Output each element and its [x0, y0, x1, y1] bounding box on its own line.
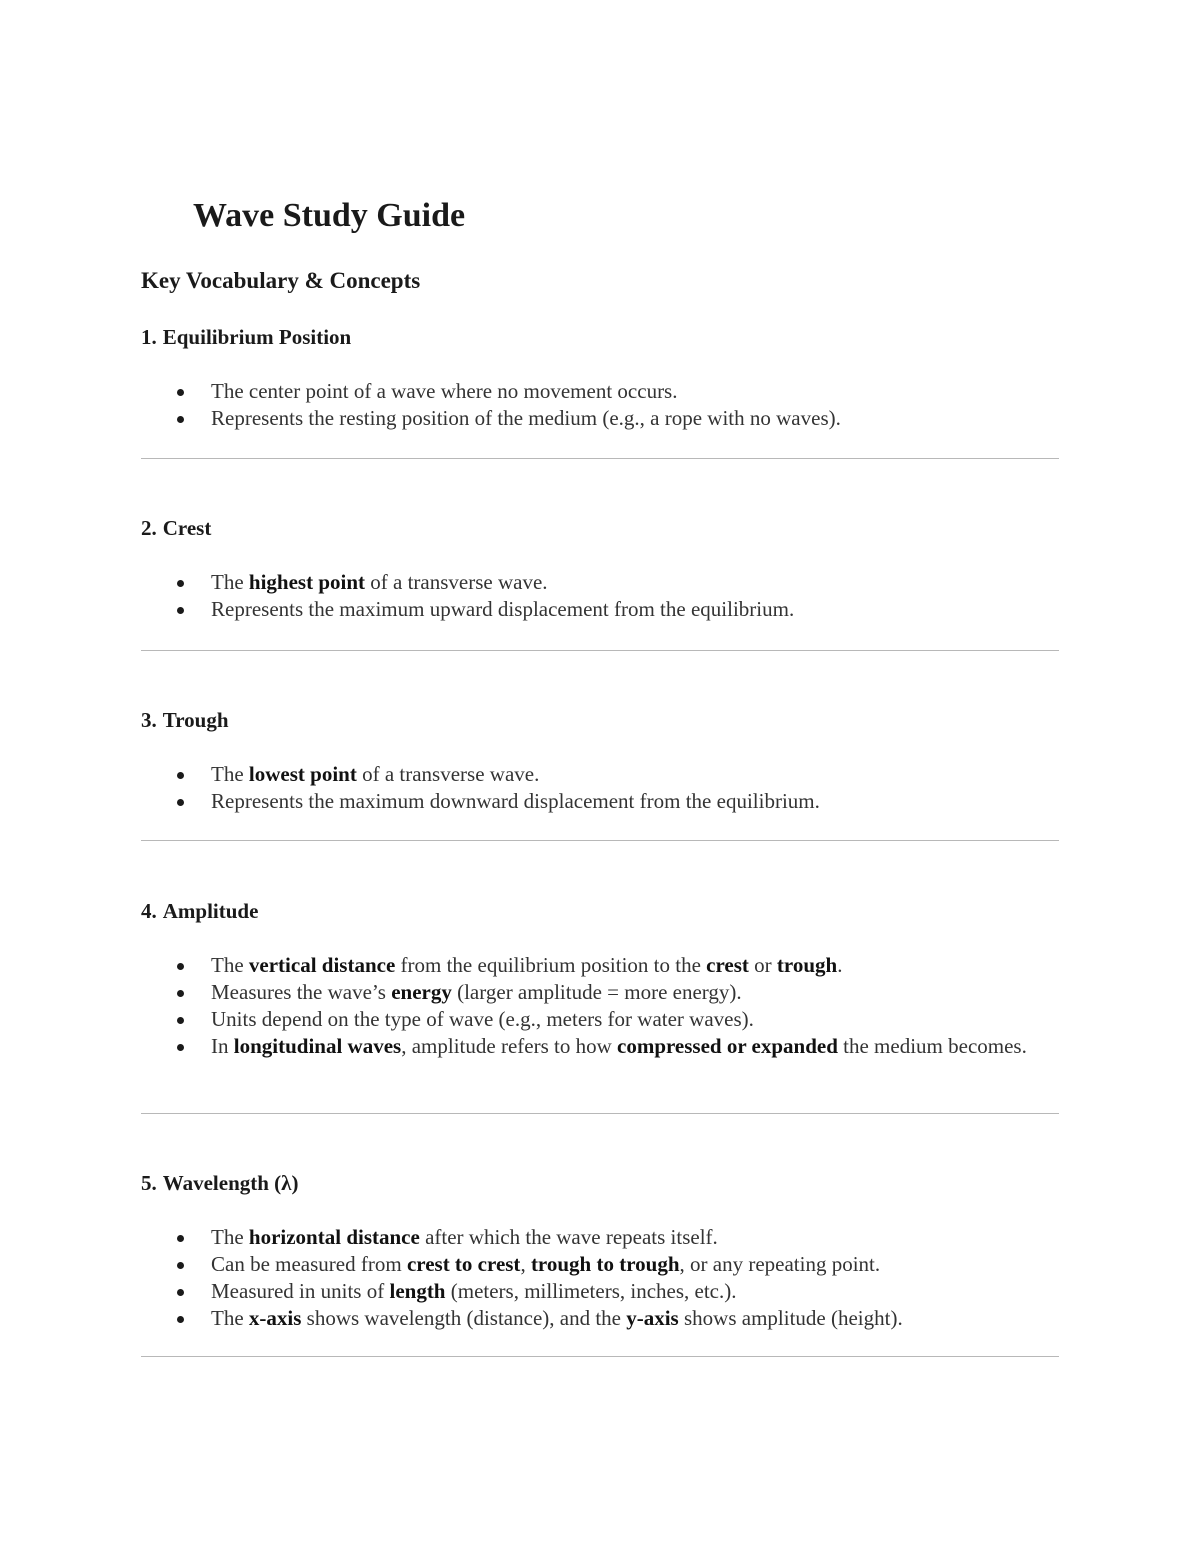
- term-number: 1.: [141, 325, 157, 349]
- bold-term: trough to trough: [530, 1252, 680, 1276]
- bullet-dot-icon: [177, 772, 184, 779]
- bullet-text: The: [211, 953, 249, 977]
- term-trough: [141, 705, 1059, 815]
- divider-line: [141, 1356, 1059, 1357]
- bullet-item: [141, 569, 1059, 596]
- bullet-text: of a transverse wave.: [365, 570, 548, 594]
- bullet-item: [141, 1224, 1059, 1251]
- bullet-text: Represents the maximum downward displacement from the equilibrium.: [211, 789, 820, 813]
- bullet-text: In: [211, 1034, 234, 1058]
- bullet-dot-icon: [177, 1262, 184, 1269]
- bullet-text: the medium becomes.: [837, 1034, 1027, 1058]
- bullet-dot-icon: [177, 799, 184, 806]
- bullet-list: [141, 569, 1059, 623]
- bullet-dot-icon: [177, 963, 184, 970]
- term-name: Trough: [162, 708, 229, 732]
- bold-term: energy: [391, 980, 452, 1004]
- bold-term: highest point: [248, 570, 366, 594]
- divider-line: [141, 840, 1059, 841]
- bullet-dot-icon: [177, 990, 184, 997]
- bullet-text: Measures the wave’s: [211, 980, 392, 1004]
- bullet-item: [141, 788, 1059, 815]
- bullet-item: [141, 405, 1059, 432]
- bullet-item: [141, 596, 1059, 623]
- bullet-text: The: [211, 570, 249, 594]
- bullet-list: [141, 761, 1059, 815]
- bold-term: vertical distance: [248, 953, 396, 977]
- bold-term: lowest point: [248, 762, 357, 786]
- bullet-item: [141, 1278, 1059, 1305]
- bold-term: trough: [776, 953, 838, 977]
- bullet-text: Represents the maximum upward displacement from the equilibrium.: [211, 597, 795, 621]
- bullet-text: , or any repeating point.: [679, 1252, 881, 1276]
- bold-term: horizontal distance: [248, 1225, 420, 1249]
- term-heading: [141, 322, 1059, 352]
- document-title: Wave Study Guide: [193, 197, 466, 234]
- bullet-dot-icon: [177, 1017, 184, 1024]
- bullet-dot-icon: [177, 1289, 184, 1296]
- bullet-text: The: [211, 1306, 249, 1330]
- term-heading: [141, 705, 1059, 735]
- bold-term: x-axis: [248, 1306, 302, 1330]
- term-name: Wavelength (λ): [162, 1171, 299, 1195]
- term-number: 4.: [141, 899, 157, 923]
- bold-term: longitudinal waves: [233, 1034, 402, 1058]
- term-heading: [141, 896, 1059, 926]
- bullet-dot-icon: [177, 607, 184, 614]
- bold-term: crest to crest: [406, 1252, 521, 1276]
- bullet-item: [141, 761, 1059, 788]
- divider-line: [141, 1113, 1059, 1114]
- bullet-dot-icon: [177, 416, 184, 423]
- bullet-text: from the equilibrium position to the: [395, 953, 707, 977]
- bullet-dot-icon: [177, 580, 184, 587]
- bullet-text: shows amplitude (height).: [678, 1306, 903, 1330]
- bullet-text: .: [837, 953, 843, 977]
- bullet-dot-icon: [177, 389, 184, 396]
- bullet-text: shows wavelength (distance), and the: [301, 1306, 627, 1330]
- bold-term: length: [389, 1279, 446, 1303]
- bullet-text: Represents the resting position of the medium (e.g., a rope with no waves).: [211, 406, 841, 430]
- term-amplitude: [141, 896, 1059, 1060]
- bullet-text: (meters, millimeters, inches, etc.).: [445, 1279, 737, 1303]
- bullet-item: [141, 1033, 1059, 1060]
- bullet-text: or: [748, 953, 777, 977]
- bullet-dot-icon: [177, 1316, 184, 1323]
- bold-term: y-axis: [626, 1306, 679, 1330]
- bullet-text: Measured in units of: [211, 1279, 390, 1303]
- bullet-text: (larger amplitude = more energy).: [451, 980, 742, 1004]
- bullet-item: [141, 952, 1059, 979]
- bullet-item: [141, 979, 1059, 1006]
- bullet-text: The center point of a wave where no movement occurs.: [211, 379, 678, 403]
- term-name: Equilibrium Position: [162, 325, 352, 349]
- section-heading: Key Vocabulary & Concepts: [141, 268, 421, 293]
- bullet-item: [141, 1305, 1059, 1332]
- bullet-text: The: [211, 762, 249, 786]
- term-name: Crest: [162, 516, 212, 540]
- bullet-item: [141, 1251, 1059, 1278]
- bullet-text: Can be measured from: [211, 1252, 407, 1276]
- bold-term: compressed or expanded: [617, 1034, 838, 1058]
- bullet-text: ,: [520, 1252, 531, 1276]
- term-number: 5.: [141, 1171, 157, 1195]
- bullet-text: of a transverse wave.: [356, 762, 540, 786]
- bullet-dot-icon: [177, 1044, 184, 1051]
- term-heading: [141, 1168, 1059, 1198]
- bullet-text: The: [211, 1225, 249, 1249]
- bullet-item: [141, 1006, 1059, 1033]
- bullet-text: after which the wave repeats itself.: [419, 1225, 718, 1249]
- term-number: 2.: [141, 516, 157, 540]
- bullet-text: , amplitude refers to how: [401, 1034, 617, 1058]
- bullet-dot-icon: [177, 1235, 184, 1242]
- bullet-item: [141, 378, 1059, 405]
- divider-line: [141, 650, 1059, 651]
- bullet-text: Units depend on the type of wave (e.g., meters for water waves).: [211, 1007, 754, 1031]
- bullet-list: [141, 952, 1059, 1060]
- term-crest: [141, 513, 1059, 623]
- bullet-list: [141, 378, 1059, 432]
- bold-term: crest: [706, 953, 749, 977]
- term-equilibrium-position: [141, 322, 1059, 432]
- term-wavelength: [141, 1168, 1059, 1332]
- bullet-list: [141, 1224, 1059, 1332]
- term-number: 3.: [141, 708, 157, 732]
- term-heading: [141, 513, 1059, 543]
- divider-line: [141, 458, 1059, 459]
- term-name: Amplitude: [162, 899, 259, 923]
